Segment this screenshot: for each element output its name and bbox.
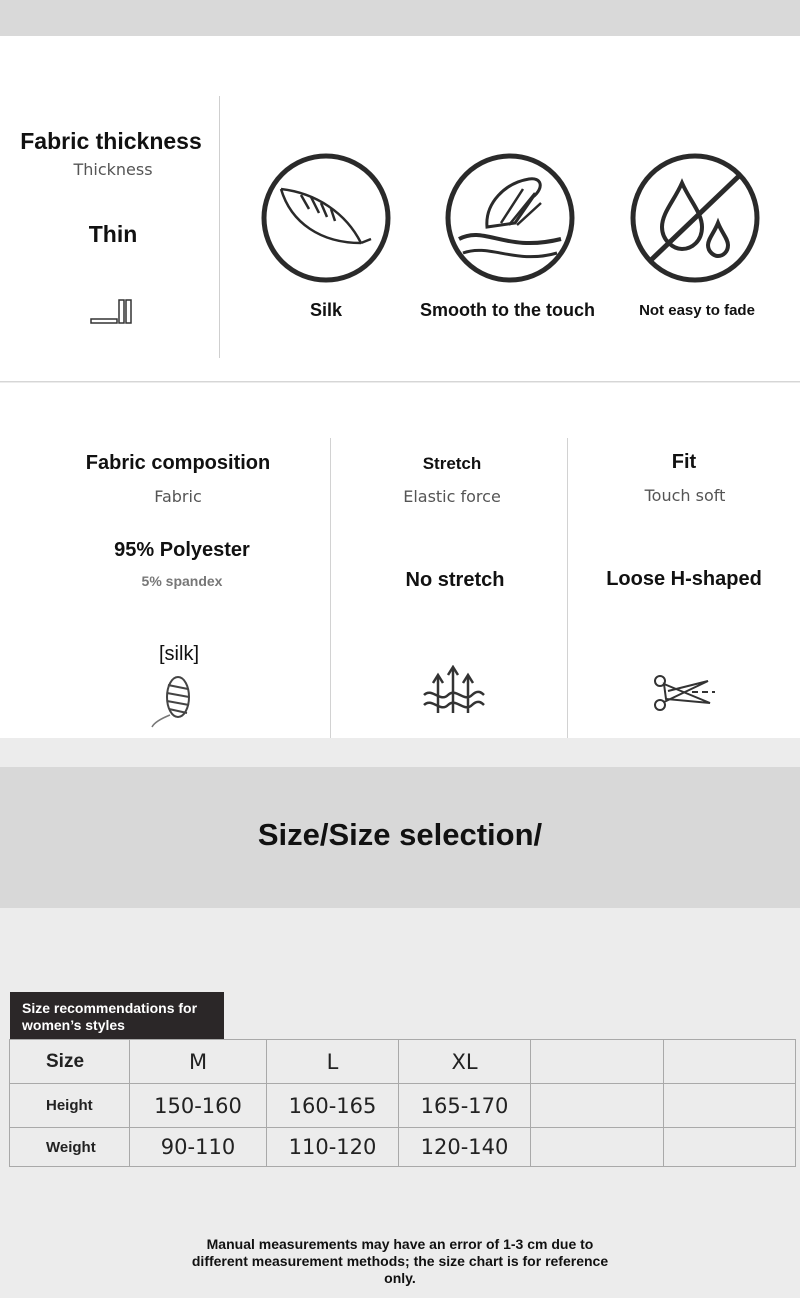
table-cell: 90-110	[130, 1128, 267, 1167]
silk-cocoon-icon	[150, 673, 198, 734]
table-header-row	[10, 1040, 796, 1084]
thickness-value: Thin	[88, 221, 138, 247]
stretch-value: No stretch	[405, 569, 505, 591]
table-header-cell: XL	[399, 1040, 531, 1084]
size-recommendation-label: Size recommendations for women’s styles	[10, 992, 224, 1039]
fit-value: Loose H-shaped	[606, 568, 762, 590]
table-cell: 110-120	[267, 1128, 399, 1167]
table-header-cell	[531, 1040, 664, 1084]
hand-wave-icon	[445, 153, 575, 283]
fit-title: Fit	[671, 451, 697, 473]
thickness-bars-icon	[88, 296, 136, 333]
composition-value: 95% Polyester	[114, 539, 250, 561]
size-section-title: Size/Size selection/	[257, 817, 543, 852]
thickness-title: Fabric thickness	[20, 128, 202, 154]
fit-subtitle: Touch soft	[644, 486, 726, 505]
table-cell: 120-140	[399, 1128, 531, 1167]
stretch-title: Stretch	[422, 454, 482, 473]
measurement-note: Manual measurements may have an error of 1-3 cm due to different measurement methods; the size chart is for reference only.	[191, 1236, 609, 1286]
feature-label-silk: Silk	[309, 300, 343, 320]
table-cell: 165-170	[399, 1084, 531, 1128]
feather-icon	[261, 153, 391, 283]
divider	[219, 96, 220, 358]
divider	[567, 438, 568, 738]
top-banner	[0, 0, 800, 36]
thickness-column	[0, 36, 220, 382]
size-table	[9, 1039, 796, 1167]
size-selection-banner	[0, 767, 800, 908]
table-cell	[531, 1084, 664, 1128]
table-cell: 150-160	[130, 1084, 267, 1128]
table-header-cell	[664, 1040, 796, 1084]
composition-title: Fabric composition	[85, 452, 271, 474]
fabric-features-section	[0, 36, 800, 382]
divider	[330, 438, 331, 738]
table-cell: Weight	[10, 1128, 130, 1167]
table-row	[10, 1128, 796, 1167]
table-cell: Height	[10, 1084, 130, 1128]
table-cell	[664, 1084, 796, 1128]
table-header-cell: M	[130, 1040, 267, 1084]
table-row	[10, 1084, 796, 1128]
table-cell: 160-165	[267, 1084, 399, 1128]
thickness-subtitle: Thickness	[73, 160, 153, 179]
feature-label-smooth: Smooth to the touch	[420, 300, 595, 320]
table-header-cell: L	[267, 1040, 399, 1084]
composition-subtitle: Fabric	[154, 487, 202, 506]
fabric-specs-section	[0, 383, 800, 738]
no-fade-drops-icon	[630, 153, 760, 283]
stretch-subtitle: Elastic force	[403, 487, 501, 506]
table-header-cell: Size	[10, 1040, 130, 1084]
composition-secondary: 5% spandex	[141, 573, 223, 589]
stretch-arrows-icon	[420, 665, 486, 722]
feature-label-no-fade: Not easy to fade	[639, 302, 755, 319]
table-cell	[531, 1128, 664, 1167]
table-cell	[664, 1128, 796, 1167]
scissors-icon	[652, 673, 716, 718]
composition-tag: [silk]	[159, 643, 199, 665]
